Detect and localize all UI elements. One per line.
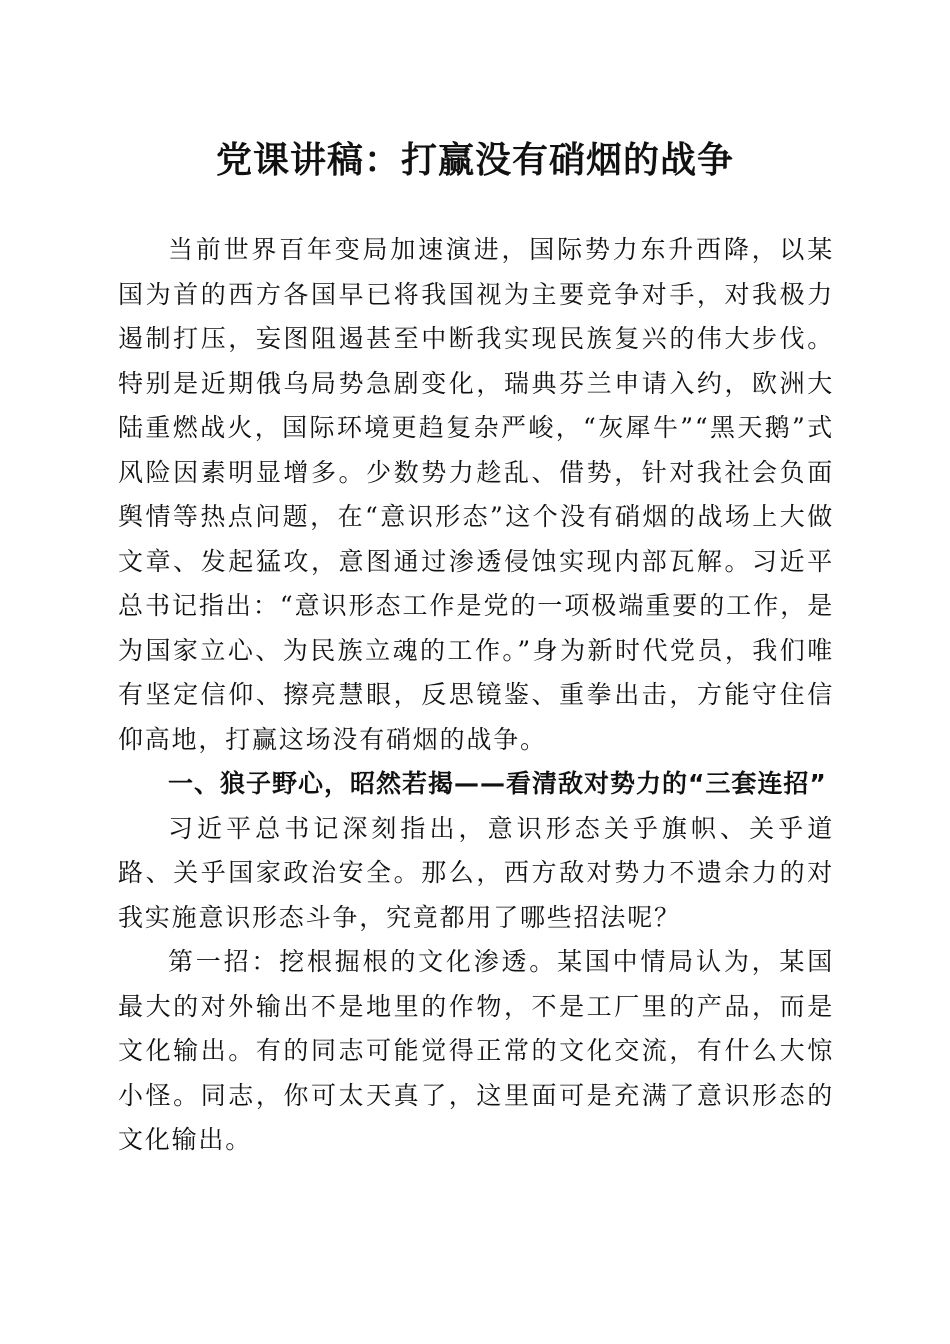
move1-text: 某国中情局认为，某国最大的对外输出不是地里的作物，不是工厂里的产品，而是文化输出。有的同志可能觉得正常的文化交流，有什么大惊小怪。同志，你可太天真了，这里面可是充满了意识形态的文化输出。	[118, 947, 834, 1154]
intro-paragraph: 当前世界百年变局加速演进，国际势力东升西降，以某国为首的西方各国早已将我国视为主要竞争对手，对我极力遏制打压，妄图阻遏甚至中断我实现民族复兴的伟大步伐。特别是近期俄乌局势急剧变化，瑞典芬兰申请入约，欧洲大陆重燃战火，国际环境更趋复杂严峻，“灰犀牛”“黑天鹅”式风险因素明显增多。少数势力趁乱、借势，针对我社会负面舆情等热点问题，在“意识形态”这个没有硝烟的战场上大做文章、发起猛攻，意图通过渗透侵蚀实现内部瓦解。习近平总书记指出：“意识形态工作是党的一项极端重要的工作，是为国家立心、为民族立魂的工作。”身为新时代党员，我们唯有坚定信仰、擦亮慧眼，反思镜鉴、重拳出击，方能守住信仰高地，打赢这场没有硝烟的战争。	[118, 235, 834, 754]
section1-paragraph-2	[118, 940, 834, 1163]
move1-label: 第一招：挖根掘根的文化渗透。	[168, 947, 558, 976]
document-body	[118, 228, 834, 1163]
section1-paragraph-1: 习近平总书记深刻指出，意识形态关乎旗帜、关乎道路、关乎国家政治安全。那么，西方敌对势力不遗余力的对我实施意识形态斗争，究竟都用了哪些招法呢？	[118, 813, 834, 932]
section-heading-1: 一、狼子野心，昭然若揭——看清敌对势力的“三套连招”	[168, 769, 827, 798]
document-title: 党课讲稿：打赢没有硝烟的战争	[215, 139, 734, 181]
